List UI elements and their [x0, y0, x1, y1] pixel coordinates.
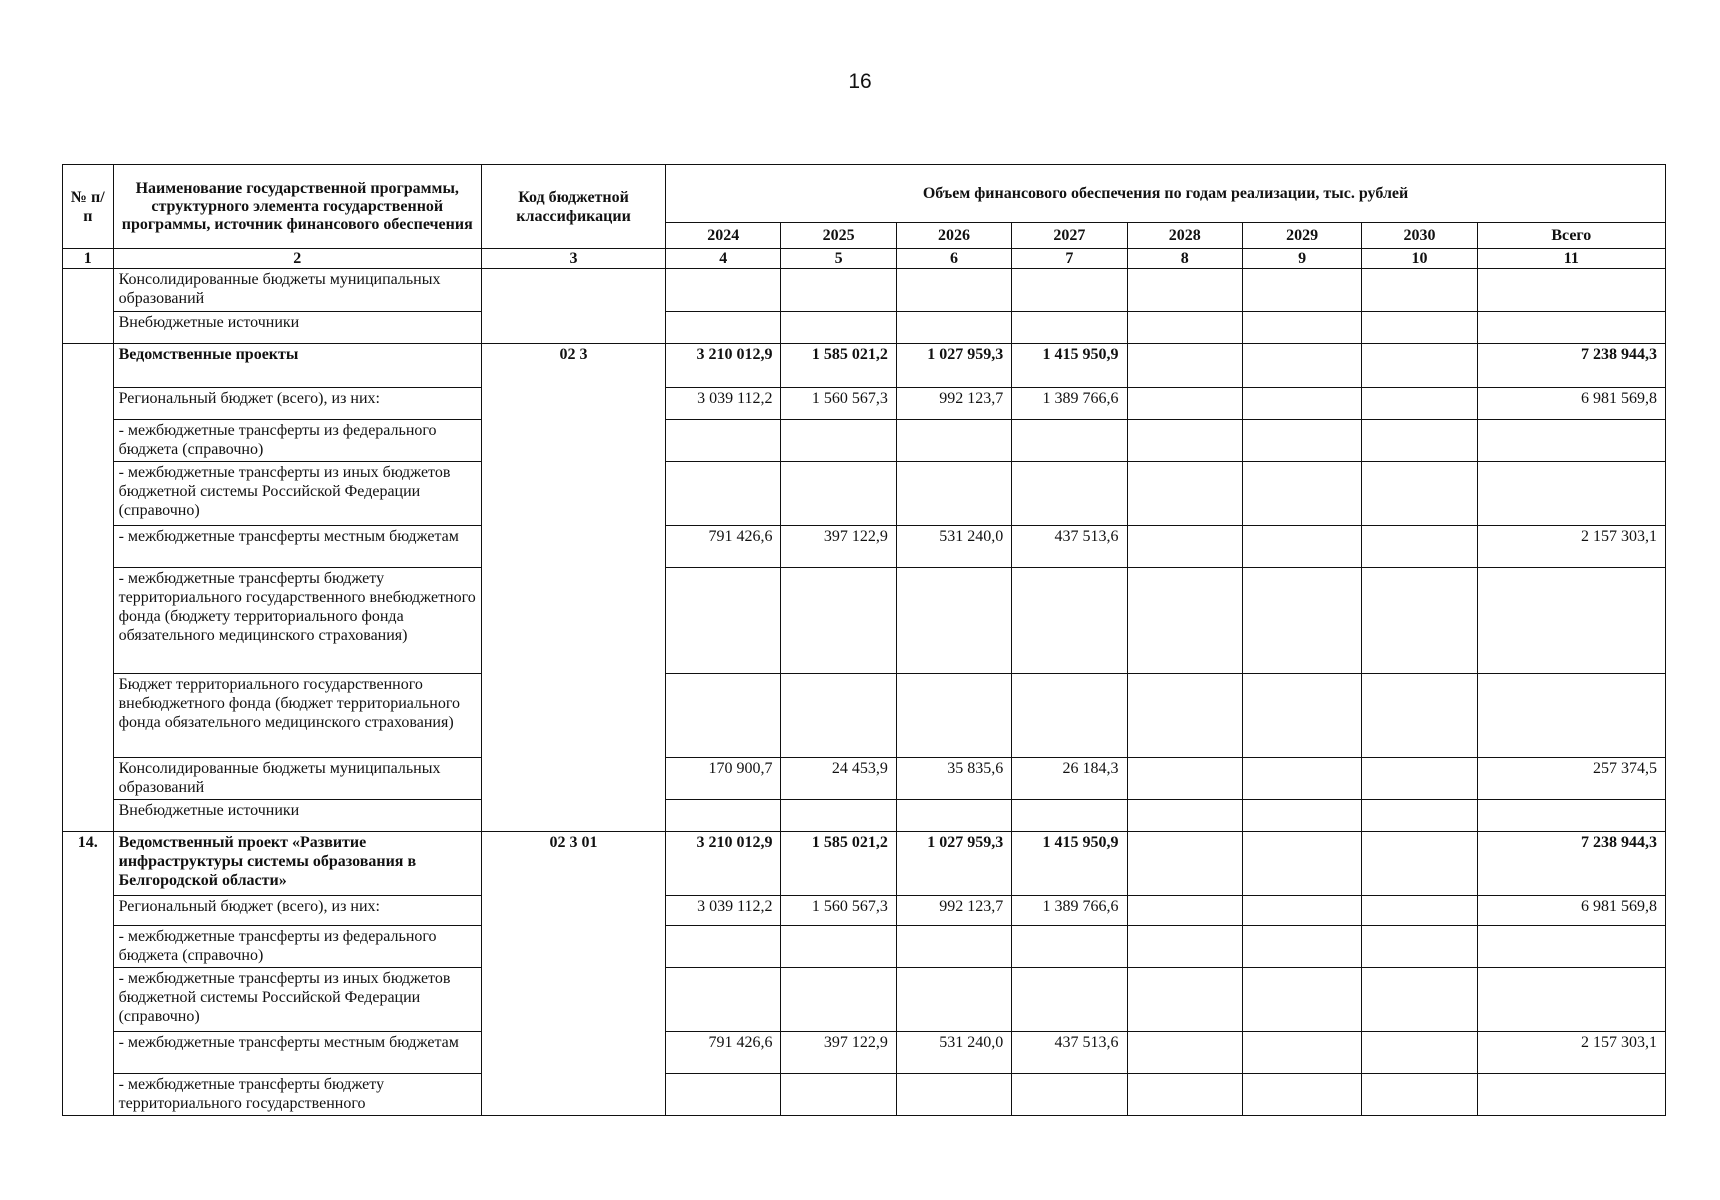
source-name: Ведомственные проекты	[113, 344, 481, 388]
table-row	[63, 388, 1666, 420]
table-row	[63, 674, 1666, 758]
page-number: 16	[848, 70, 872, 93]
value-cell	[1127, 832, 1242, 896]
table-row	[63, 896, 1666, 926]
year-2029: 2029	[1242, 223, 1361, 249]
source-name: - межбюджетные трансферты бюджету территориального государственного	[113, 1074, 481, 1116]
year-total: Всего	[1477, 223, 1665, 249]
year-2026: 2026	[896, 223, 1011, 249]
value-cell	[1242, 896, 1361, 926]
value-cell	[1362, 758, 1477, 800]
table-row	[63, 968, 1666, 1032]
colnum: 3	[481, 249, 665, 269]
source-name: Ведомственный проект «Развитие инфраструктуры системы образования в Белгородской области»	[113, 832, 481, 896]
year-2024: 2024	[666, 223, 781, 249]
source-name: - межбюджетные трансферты из федерального бюджета (справочно)	[113, 926, 481, 968]
value-cell: 437 513,6	[1012, 526, 1127, 568]
budget-code: 02 3 01	[481, 832, 665, 1116]
source-name: Консолидированные бюджеты муниципальных образований	[113, 269, 481, 312]
value-cell	[1242, 526, 1361, 568]
source-name: Региональный бюджет (всего), из них:	[113, 896, 481, 926]
value-cell: 1 585 021,2	[781, 344, 896, 388]
value-cell: 2 157 303,1	[1477, 526, 1665, 568]
year-2028: 2028	[1127, 223, 1242, 249]
value-cell	[1242, 832, 1361, 896]
table-row	[63, 526, 1666, 568]
value-cell	[1242, 344, 1361, 388]
year-2030: 2030	[1362, 223, 1477, 249]
code-cell	[481, 269, 665, 344]
table-row	[63, 312, 1666, 344]
table-row	[63, 758, 1666, 800]
value-cell: 1 027 959,3	[896, 832, 1011, 896]
value-cell	[1362, 832, 1477, 896]
table-row	[63, 462, 1666, 526]
value-cell: 2 157 303,1	[1477, 1032, 1665, 1074]
value-cell	[1362, 388, 1477, 420]
value-cell: 1 560 567,3	[781, 896, 896, 926]
colnum: 11	[1477, 249, 1665, 269]
value-cell: 26 184,3	[1012, 758, 1127, 800]
column-numbers-row	[63, 249, 1666, 269]
value-cell	[1127, 344, 1242, 388]
value-cell: 7 238 944,3	[1477, 832, 1665, 896]
value-cell	[1242, 1032, 1361, 1074]
header-row-1	[63, 165, 1666, 223]
colnum: 7	[1012, 249, 1127, 269]
value-cell: 1 389 766,6	[1012, 896, 1127, 926]
value-cell: 531 240,0	[896, 526, 1011, 568]
value-cell: 437 513,6	[1012, 1032, 1127, 1074]
value-cell: 1 389 766,6	[1012, 388, 1127, 420]
colnum: 8	[1127, 249, 1242, 269]
value-cell: 992 123,7	[896, 388, 1011, 420]
source-name: Внебюджетные источники	[113, 800, 481, 832]
value-cell: 992 123,7	[896, 896, 1011, 926]
value-cell: 35 835,6	[896, 758, 1011, 800]
year-2027: 2027	[1012, 223, 1127, 249]
value-cell	[1362, 896, 1477, 926]
table-row	[63, 269, 1666, 312]
table-row-departmental-projects	[63, 344, 1666, 388]
colnum: 6	[896, 249, 1011, 269]
value-cell	[1242, 758, 1361, 800]
value-cell	[1362, 344, 1477, 388]
colnum: 2	[113, 249, 481, 269]
source-name: - межбюджетные трансферты бюджету территориального государственного внебюджетного фонда (бюджету территориального фонда обязательного медицинского страхования)	[113, 568, 481, 674]
value-cell: 3 210 012,9	[666, 344, 781, 388]
header-code: Код бюджетной классификации	[481, 165, 665, 249]
npp-cell	[63, 269, 114, 344]
table-row	[63, 568, 1666, 674]
source-name: - межбюджетные трансферты местным бюджетам	[113, 526, 481, 568]
value-cell: 1 415 950,9	[1012, 344, 1127, 388]
value-cell: 3 039 112,2	[666, 388, 781, 420]
source-name: - межбюджетные трансферты из иных бюджетов бюджетной системы Российской Федерации (справочно)	[113, 968, 481, 1032]
budget-code: 02 3	[481, 344, 665, 832]
npp-cell	[63, 344, 114, 832]
source-name: Консолидированные бюджеты муниципальных образований	[113, 758, 481, 800]
value-cell: 791 426,6	[666, 1032, 781, 1074]
value-cell: 531 240,0	[896, 1032, 1011, 1074]
header-name: Наименование государственной программы, структурного элемента государственной программы, источник финансового обеспечения	[113, 165, 481, 249]
value-cell: 1 560 567,3	[781, 388, 896, 420]
source-name: - межбюджетные трансферты из федерального бюджета (справочно)	[113, 420, 481, 462]
value-cell: 257 374,5	[1477, 758, 1665, 800]
table-row	[63, 1074, 1666, 1116]
value-cell	[1242, 388, 1361, 420]
value-cell: 3 210 012,9	[666, 832, 781, 896]
table-row	[63, 1032, 1666, 1074]
table-row	[63, 800, 1666, 832]
source-name: Внебюджетные источники	[113, 312, 481, 344]
value-cell	[1127, 758, 1242, 800]
source-name: Бюджет территориального государственного внебюджетного фонда (бюджет территориального фонда обязательного медицинского страхования)	[113, 674, 481, 758]
project-number: 14.	[63, 832, 114, 1116]
value-cell: 1 027 959,3	[896, 344, 1011, 388]
value-cell: 170 900,7	[666, 758, 781, 800]
value-cell: 7 238 944,3	[1477, 344, 1665, 388]
colnum: 4	[666, 249, 781, 269]
financing-table	[62, 164, 1666, 1116]
value-cell	[1127, 526, 1242, 568]
table-row	[63, 926, 1666, 968]
colnum: 1	[63, 249, 114, 269]
value-cell: 1 585 021,2	[781, 832, 896, 896]
colnum: 5	[781, 249, 896, 269]
value-cell: 6 981 569,8	[1477, 388, 1665, 420]
value-cell: 1 415 950,9	[1012, 832, 1127, 896]
value-cell: 397 122,9	[781, 526, 896, 568]
source-name: - межбюджетные трансферты местным бюджетам	[113, 1032, 481, 1074]
value-cell	[1362, 1032, 1477, 1074]
colnum: 10	[1362, 249, 1477, 269]
value-cell	[1127, 388, 1242, 420]
table-row	[63, 420, 1666, 462]
table-row-project-14	[63, 832, 1666, 896]
header-npp: № п/п	[63, 165, 114, 249]
value-cell: 6 981 569,8	[1477, 896, 1665, 926]
value-cell	[1362, 526, 1477, 568]
value-cell: 24 453,9	[781, 758, 896, 800]
year-2025: 2025	[781, 223, 896, 249]
value-cell	[1127, 1032, 1242, 1074]
colnum: 9	[1242, 249, 1361, 269]
source-name: Региональный бюджет (всего), из них:	[113, 388, 481, 420]
source-name: - межбюджетные трансферты из иных бюджетов бюджетной системы Российской Федерации (справочно)	[113, 462, 481, 526]
value-cell: 3 039 112,2	[666, 896, 781, 926]
header-volume: Объем финансового обеспечения по годам реализации, тыс. рублей	[666, 165, 1666, 223]
value-cell: 397 122,9	[781, 1032, 896, 1074]
value-cell: 791 426,6	[666, 526, 781, 568]
value-cell	[1127, 896, 1242, 926]
